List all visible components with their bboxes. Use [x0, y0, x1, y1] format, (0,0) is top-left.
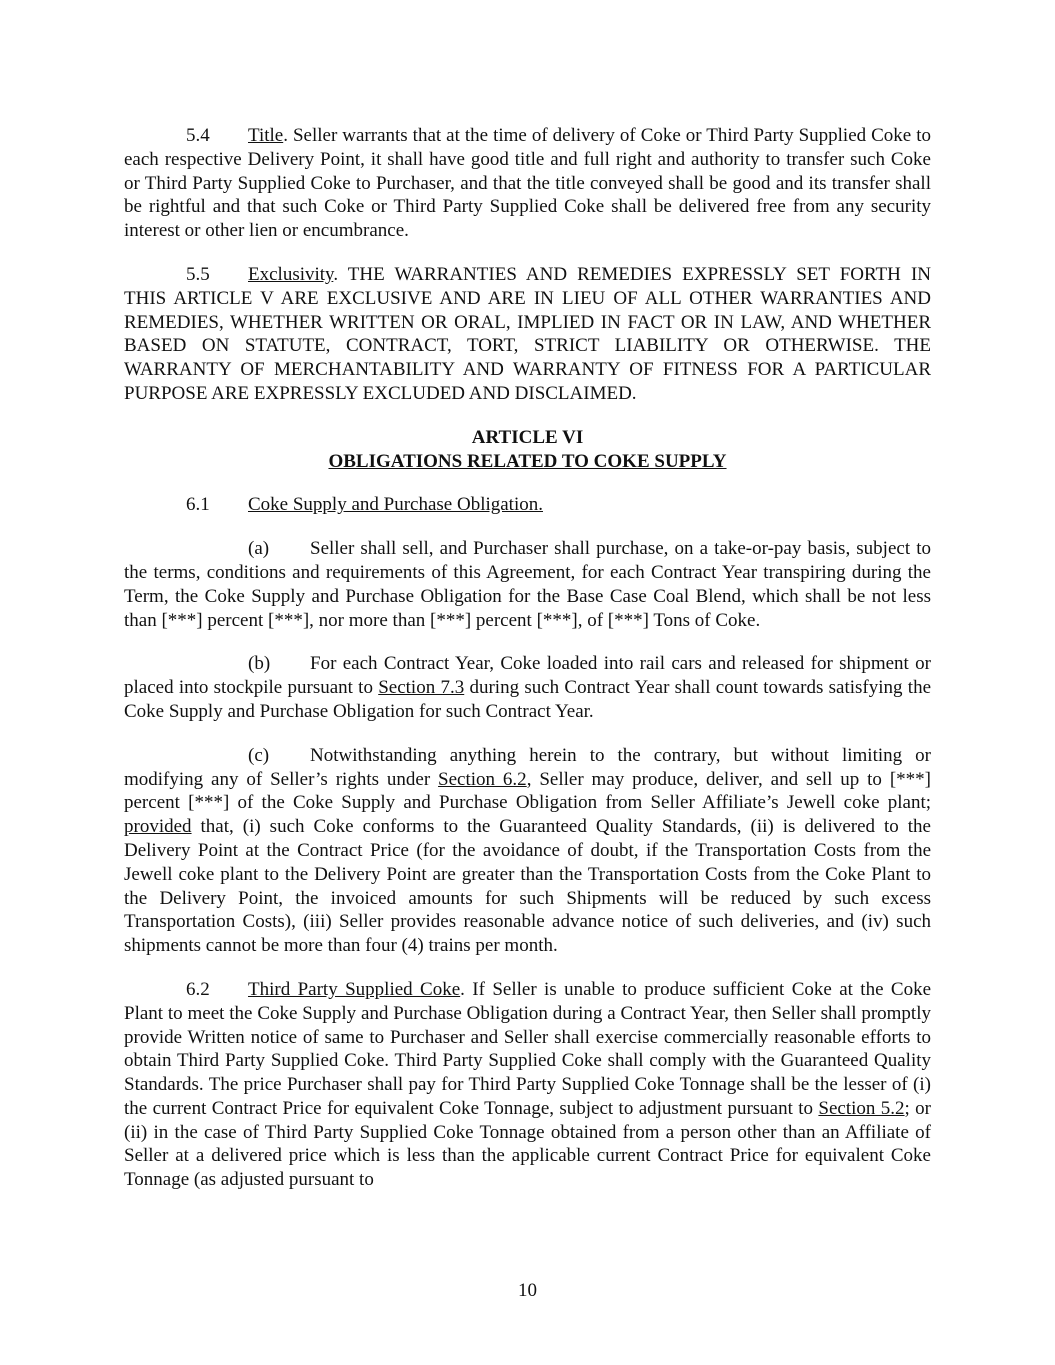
document-body [124, 124, 931, 1212]
section-reference-link[interactable]: Section 6.2 [438, 768, 527, 790]
section-6-2 [124, 978, 931, 1192]
subsection-6-1-c [124, 744, 931, 958]
article-label: ARTICLE VI [471, 426, 584, 448]
article-title: OBLIGATIONS RELATED TO COKE SUPPLY [328, 450, 727, 472]
section-number: 5.5 [186, 263, 210, 285]
section-heading: Coke Supply and Purchase Obligation. [248, 494, 543, 516]
section-reference-link[interactable]: Section 5.2 [818, 1097, 905, 1119]
section-text: . If Seller is unable to produce sufficient Coke at the Coke Plant to meet the Coke Supply and Purchase Obligation during a Contract Year, then Seller shall promptly provide Written notice of same to Purchaser and Seller shall exercise commercially reasonable efforts to obtain Third Party Supplied Coke. Third Party Supplied Coke shall comply with the Guaranteed Quality Standards. The price Purchaser shall pay for Third Party Supplied Coke Tonnage shall be the lesser of (i) the current Contract Price for equivalent Coke Tonnage, subject to adjustment pursuant to [124, 978, 931, 1119]
subsection-label: (c) [248, 744, 270, 766]
section-5-5 [124, 263, 931, 406]
subsection-label: (b) [248, 653, 271, 675]
section-text: ; or (ii) in the case of Third Party Supplied Coke Tonnage obtained from a person other than an Affiliate of Seller at a delivered price which is less than the applicable current Contract Price for equivalent Coke Tonnage (as adjusted pursuant to [124, 1097, 932, 1191]
section-number: 6.1 [186, 494, 210, 516]
emphasis-term: provided [124, 816, 192, 838]
section-heading: Third Party Supplied Coke [248, 978, 461, 1000]
subsection-6-1-a [124, 537, 931, 632]
section-6-1 [124, 493, 931, 517]
subsection-text: Notwithstanding anything herein to the contrary, but without limiting or modifying any of Seller’s rights under [124, 744, 931, 790]
section-heading: Exclusivity [248, 263, 334, 285]
subsection-6-1-b [124, 652, 931, 723]
section-reference-link[interactable]: Section 7.3 [378, 677, 465, 699]
subsection-label: (a) [248, 538, 270, 560]
subsection-text: during such Contract Year shall count towards satisfying the Coke Supply and Purchase Obligation for such Contract Year. [124, 677, 931, 722]
section-text: . Seller warrants that at the time of delivery of Coke or Third Party Supplied Coke to each respective Delivery Point, it shall have good title and full right and authority to transfer such Coke or Third Party Supplied Coke to Purchaser, and that the title conveyed shall be good and its transfer shall be rightful and that such Coke or Third Party Supplied Coke shall be delivered free from any security interest or other lien or encumbrance. [124, 125, 931, 242]
subsection-text: For each Contract Year, Coke loaded into rail cars and released for shipment or placed into stockpile pursuant to [124, 653, 931, 699]
subsection-text: Seller shall sell, and Purchaser shall purchase, on a take-or-pay basis, subject to the terms, conditions and requirements of this Agreement, for each Contract Year transpiring during the Term, the Coke Supply and Purchase Obligation for the Base Case Coal Blend, which shall be not less than [***] percent [***], nor more than [***] percent [***], of [***] Tons of Coke. [124, 538, 931, 631]
section-5-4 [124, 124, 931, 243]
article-heading [124, 426, 931, 474]
section-number: 6.2 [186, 978, 210, 1000]
page-number: 10 [518, 1280, 537, 1301]
subsection-text: , Seller may produce, deliver, and sell up to [***] percent [***] of the Coke Supply and Purchase Obligation from Seller Affiliate’s Jewell coke plant; [124, 768, 931, 814]
section-heading: Title [248, 125, 284, 146]
section-number: 5.4 [186, 125, 210, 146]
subsection-text: that, (i) such Coke conforms to the Guaranteed Quality Standards, (ii) is delivered to the Delivery Point at the Contract Price (for the avoidance of doubt, if the Transportation Costs from the Jewell coke plant to the Delivery Point are greater than the Transportation Costs from the Coke Plant to the Delivery Point, the invoiced amounts for such Shipments will be reduced by such excess Transportation Costs), (iii) Seller provides reasonable advance notice of such deliveries, and (iv) such shipments cannot be more than four (4) trains per month. [124, 816, 931, 957]
section-text: . THE WARRANTIES AND REMEDIES EXPRESSLY SET FORTH IN THIS ARTICLE V ARE EXCLUSIVE AND ARE IN LIEU OF ALL OTHER WARRANTIES AND REMEDIES, WHETHER WRITTEN OR ORAL, IMPLIED IN FACT OR IN LAW, AND WHETHER BASED ON STATUTE, CONTRACT, TORT, STRICT LIABILITY OR OTHERWISE. THE WARRANTY OF MERCHANTABILITY AND WARRANTY OF FITNESS FOR A PARTICULAR PURPOSE ARE EXPRESSLY EXCLUDED AND DISCLAIMED. [124, 263, 931, 404]
